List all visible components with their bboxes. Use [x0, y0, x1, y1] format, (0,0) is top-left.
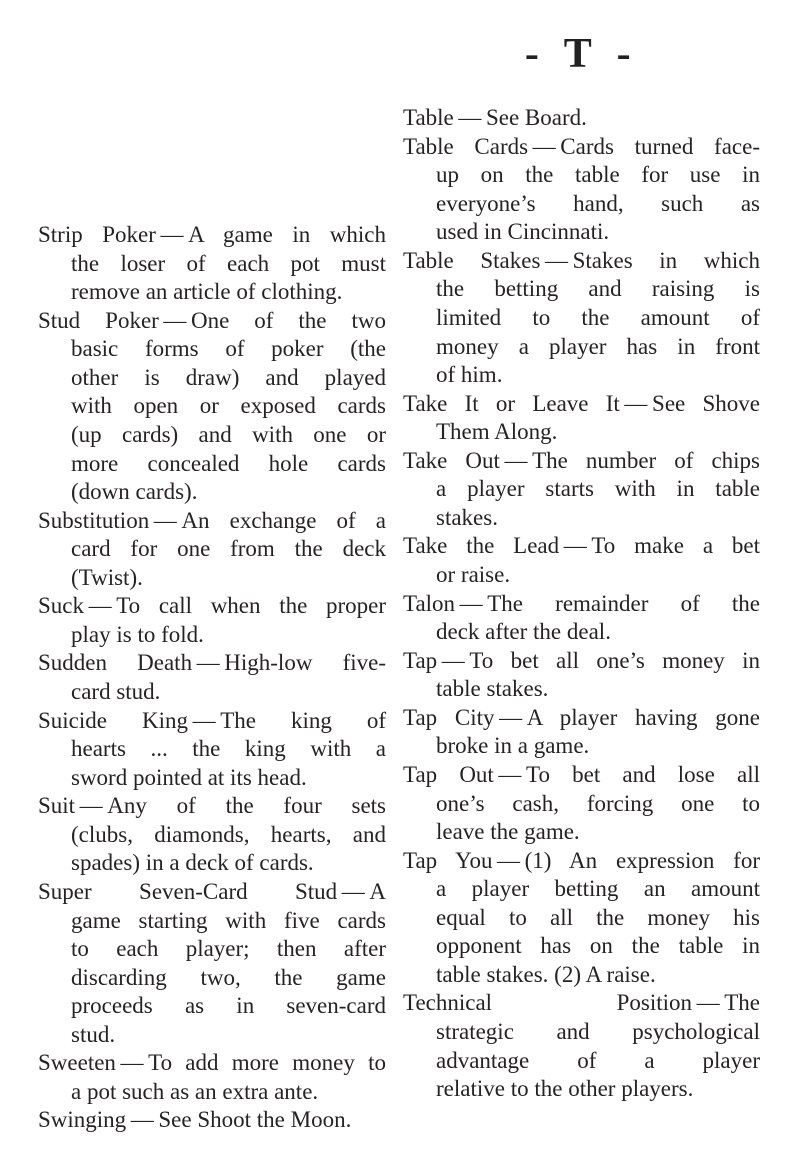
entry-line: everyone’s hand, such as	[436, 190, 760, 216]
entry-line: remove an article of clothing.	[71, 279, 343, 305]
glossary-entry	[403, 447, 760, 533]
glossary-entry	[403, 704, 760, 761]
entry-line: Sweeten — To add more money to	[38, 1050, 386, 1076]
entry-line: the betting and raising is	[436, 276, 760, 302]
entry-line: to each player; then after	[71, 936, 386, 962]
entry-line: other is draw) and played	[71, 364, 386, 390]
entry-line: a player betting an amount	[436, 876, 760, 902]
glossary-entry	[403, 647, 760, 704]
entry-line: limited to the amount of	[436, 304, 760, 330]
entry-line: Sudden Death — High-low five-	[38, 650, 386, 676]
entry-line: discarding two, the game	[71, 964, 386, 990]
glossary-entry	[38, 792, 386, 878]
glossary-entry	[38, 307, 386, 507]
entry-line: Tap City — A player having gone	[403, 704, 760, 730]
entry-line: Table Cards — Cards turned face-	[403, 133, 760, 159]
glossary-entry	[38, 649, 386, 706]
entry-line: Take the Lead — To make a bet	[403, 533, 760, 559]
entry-line: equal to all the money his	[436, 904, 760, 930]
entry-line: a pot such as an extra ante.	[71, 1078, 319, 1104]
entry-line: Super Seven-Card Stud — A	[38, 878, 386, 904]
glossary-entry	[38, 1106, 386, 1135]
glossary-entry	[38, 878, 386, 1049]
entry-line: relative to the other players.	[436, 1076, 694, 1102]
entry-line: Suit — Any of the four sets	[38, 793, 386, 819]
entry-line: spades) in a deck of cards.	[71, 850, 314, 876]
entry-line: card stud.	[71, 679, 161, 704]
entry-line: Strip Poker — A game in which	[38, 222, 386, 247]
entry-line: Tap You — (1) An expression for	[403, 847, 760, 873]
entry-line: a player starts with in table	[436, 476, 760, 502]
entry-line: card for one from the deck	[71, 536, 386, 562]
entry-line: used in Cincinnati.	[436, 219, 610, 245]
entry-line: Table — See Board.	[403, 105, 587, 130]
entry-line: Tap Out — To bet and lose all	[403, 761, 760, 787]
glossary-entry	[403, 390, 760, 447]
glossary-entry	[403, 989, 760, 1103]
entry-line: the loser of each pot must	[71, 250, 386, 276]
glossary-entry	[403, 104, 760, 133]
glossary-column-right	[403, 104, 760, 1104]
entry-line: up on the table for use in	[436, 162, 760, 188]
entry-line: one’s cash, forcing one to	[436, 790, 760, 816]
section-letter-header: - T -	[524, 31, 639, 77]
entry-line: deck after the deal.	[436, 619, 611, 645]
entry-line: Take Out — The number of chips	[403, 447, 760, 473]
entry-line: table stakes.	[436, 676, 549, 702]
entry-line: leave the game.	[436, 819, 580, 845]
entry-line: strategic and psychological	[436, 1019, 760, 1044]
glossary-column-left	[38, 221, 386, 1135]
entry-line: sword pointed at its head.	[71, 764, 307, 790]
glossary-entry	[403, 590, 760, 647]
entry-line: game starting with five cards	[71, 907, 386, 933]
entry-line: basic forms of poker (the	[71, 336, 386, 362]
entry-line: Them Along.	[436, 419, 558, 445]
entry-line: (Twist).	[71, 564, 143, 590]
entry-line: proceeds as in seven-card	[71, 993, 386, 1019]
entry-line: Tap — To bet all one’s money in	[403, 647, 760, 673]
entry-line: (clubs, diamonds, hearts, and	[71, 821, 386, 847]
entry-line: with open or exposed cards	[71, 393, 386, 419]
entry-line: Stud Poker — One of the two	[38, 307, 386, 333]
entry-line: more concealed hole cards	[71, 450, 386, 476]
glossary-entry	[38, 592, 386, 649]
glossary-entry	[403, 761, 760, 847]
entry-line: Suck — To call when the proper	[38, 593, 386, 619]
entry-line: (down cards).	[71, 479, 198, 505]
glossary-entry	[403, 532, 760, 589]
glossary-entry	[38, 1049, 386, 1106]
glossary-entry	[403, 133, 760, 247]
entry-line: broke in a game.	[436, 733, 590, 759]
entry-line: stakes.	[436, 504, 498, 530]
entry-line: play is to fold.	[71, 621, 204, 647]
entry-line: Substitution — An exchange of a	[38, 507, 386, 533]
entry-line: of him.	[436, 362, 503, 388]
entry-line: Swinging — See Shoot the Moon.	[38, 1107, 352, 1133]
glossary-entry	[403, 247, 760, 390]
entry-line: Talon — The remainder of the	[403, 590, 760, 616]
glossary-entry	[38, 707, 386, 793]
entry-line: Technical Position — The	[403, 990, 760, 1016]
entry-line: money a player has in front	[436, 333, 760, 359]
entry-line: Suicide King — The king of	[38, 707, 386, 733]
entry-line: stud.	[71, 1021, 116, 1047]
entry-line: table stakes. (2) A raise.	[436, 961, 656, 987]
glossary-entry	[38, 507, 386, 593]
entry-line: (up cards) and with one or	[71, 421, 386, 447]
entry-line: Table Stakes — Stakes in which	[403, 247, 760, 273]
entry-line: hearts ... the king with a	[71, 736, 386, 762]
entry-line: or raise.	[436, 562, 511, 587]
entry-line: opponent has on the table in	[436, 933, 760, 959]
glossary-entry	[38, 221, 386, 307]
entry-line: Take It or Leave It — See Shove	[403, 390, 760, 416]
glossary-entry	[403, 847, 760, 990]
entry-line: advantage of a player	[436, 1047, 760, 1073]
